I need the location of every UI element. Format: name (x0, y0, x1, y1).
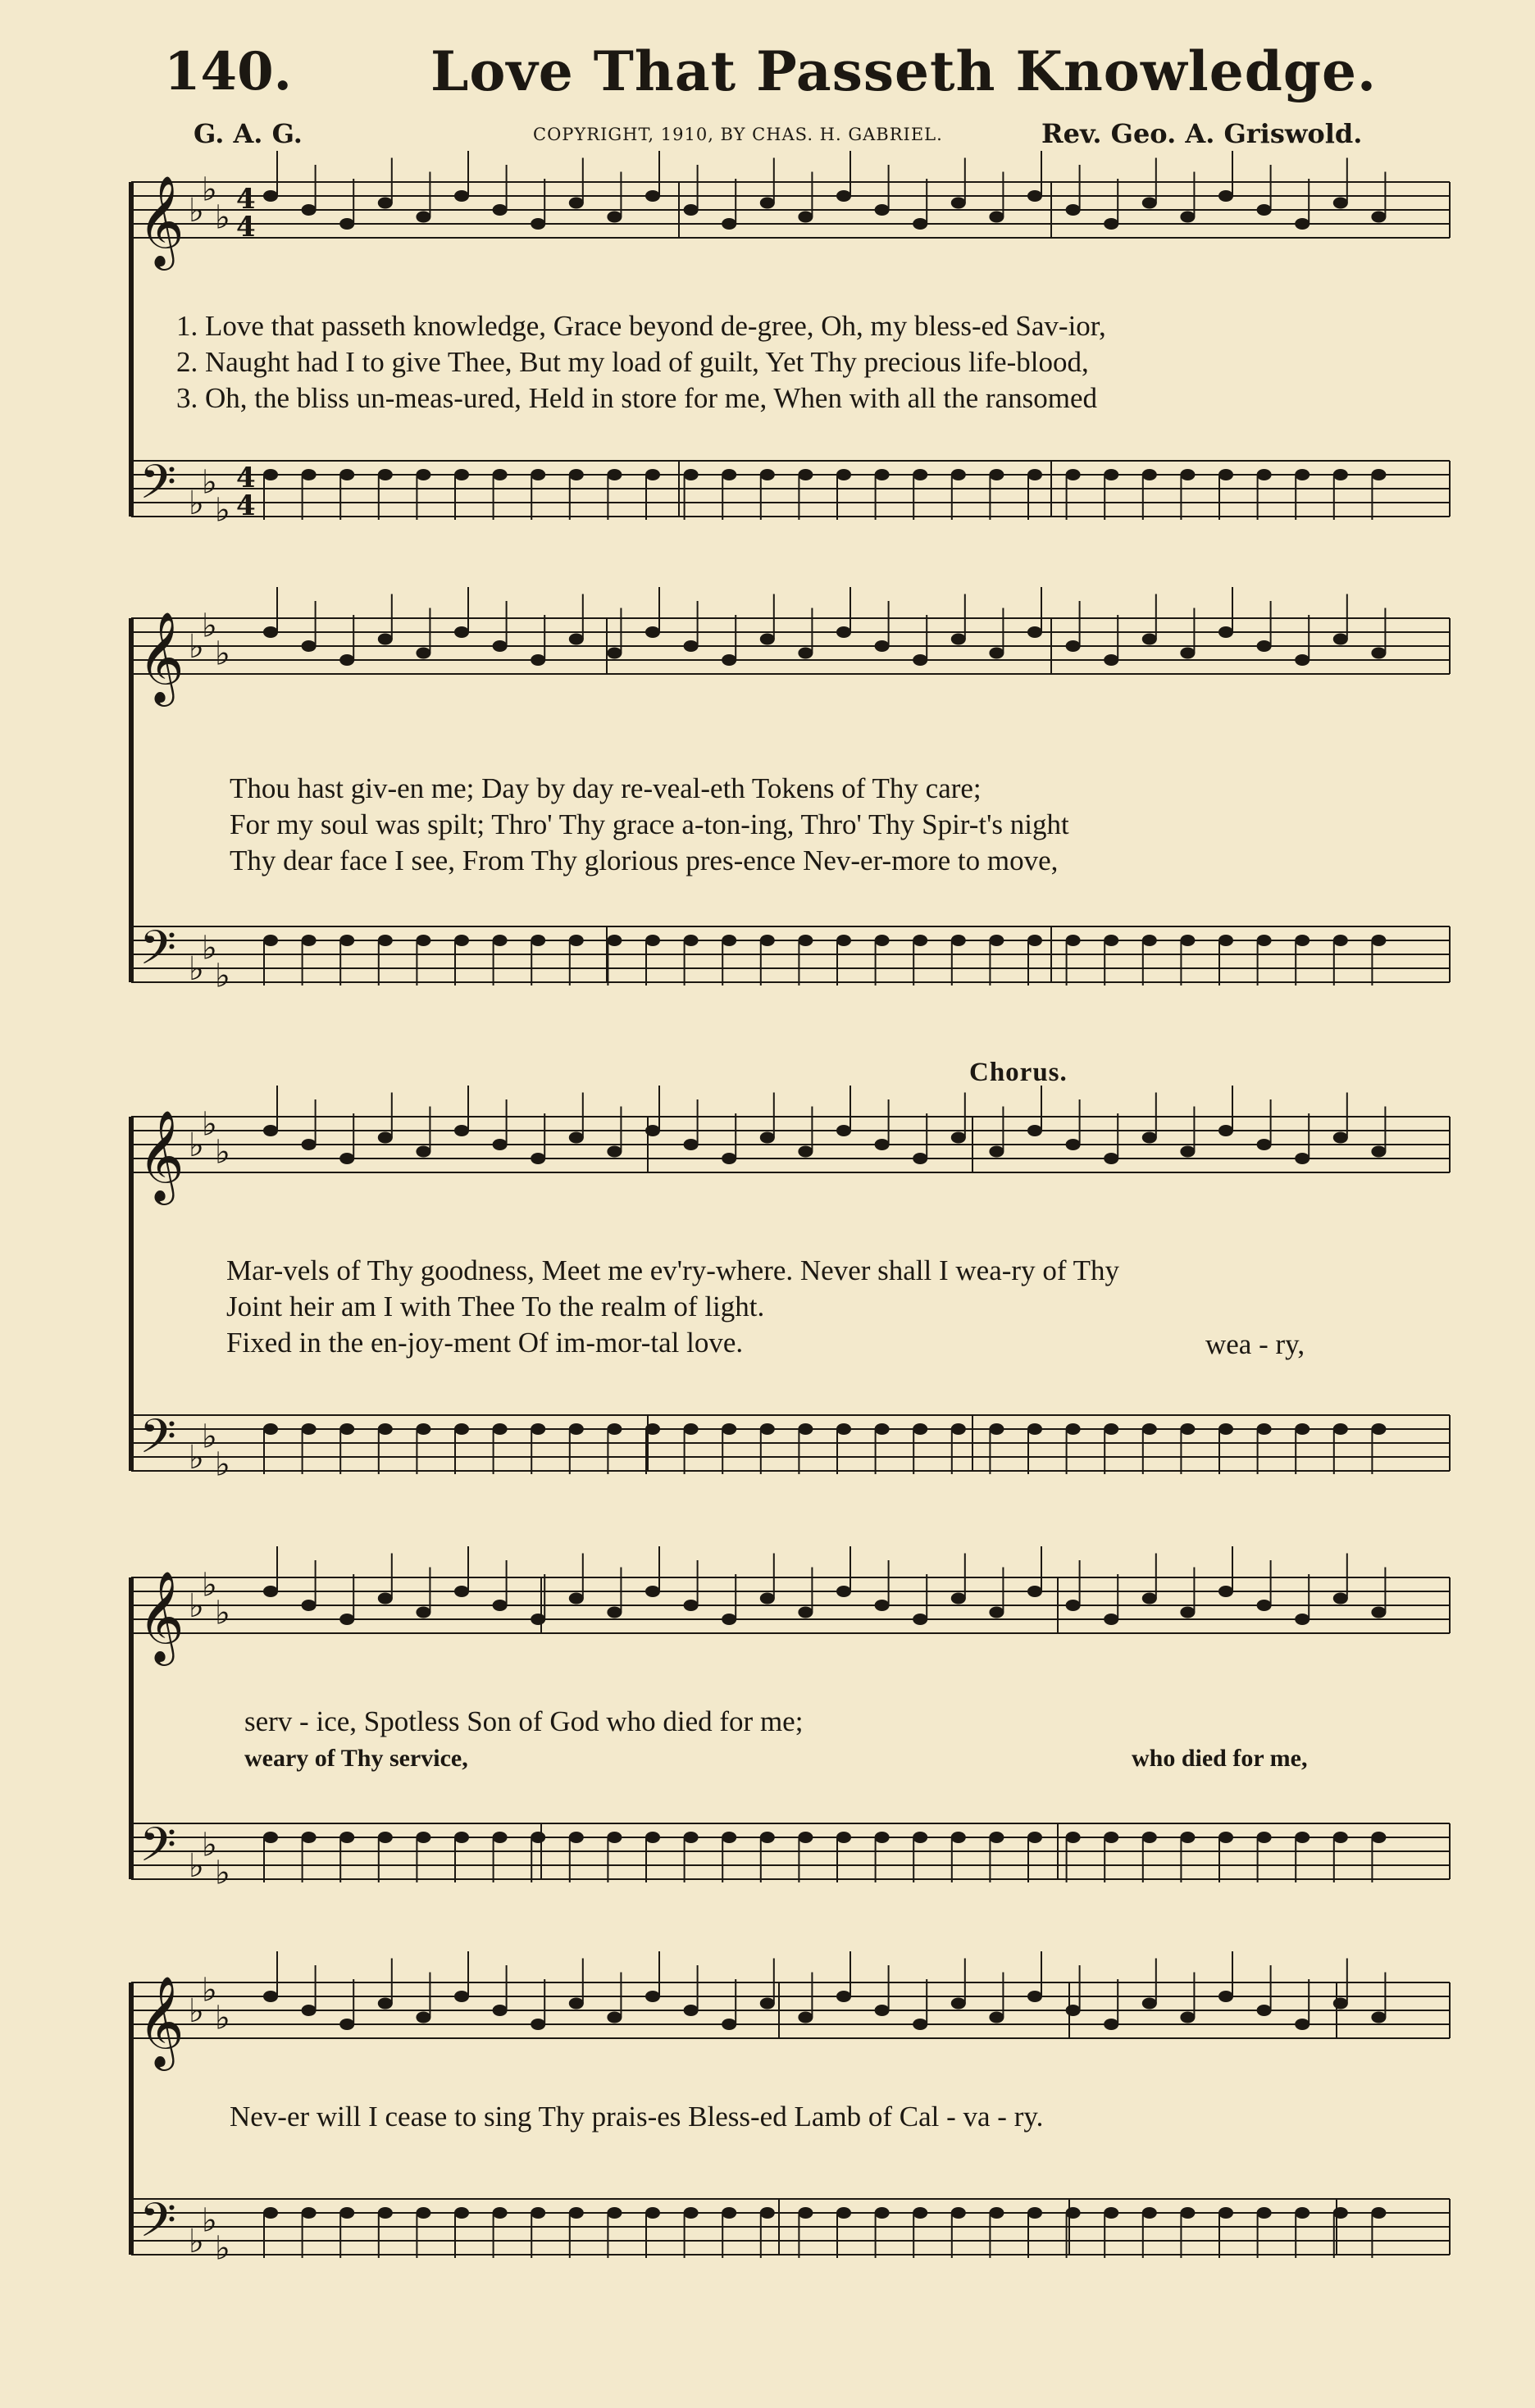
svg-text:♭: ♭ (202, 2201, 217, 2240)
svg-text:4: 4 (236, 183, 256, 216)
svg-text:𝄞: 𝄞 (138, 1570, 184, 1662)
hymn-number: 140. (164, 41, 292, 102)
svg-text:𝄢: 𝄢 (139, 920, 177, 987)
svg-text:♭: ♭ (215, 1999, 230, 2037)
verse2-line1: 2. Naught had I to give Thee, But my load of guilt, Yet Thy precious life-blood, (176, 346, 1089, 378)
copyright-notice: COPYRIGHT, 1910, BY CHAS. H. GABRIEL. (533, 125, 943, 144)
svg-text:𝄢: 𝄢 (139, 1817, 177, 1884)
svg-text:4: 4 (236, 211, 256, 244)
chorus-alto-left: weary of Thy service, (244, 1745, 468, 1772)
verse3-line1: 3. Oh, the bliss un-meas-ured, Held in store for me, When with all the ransomed (176, 382, 1097, 414)
svg-text:𝄞: 𝄞 (138, 1975, 184, 2067)
svg-text:♭: ♭ (215, 1854, 230, 1892)
verse2-line2: For my soul was spilt; Thro' Thy grace a-ton-ing, Thro' Thy Spir-t's night (230, 808, 1069, 840)
svg-text:𝄢: 𝄢 (139, 2192, 177, 2260)
svg-text:♭: ♭ (189, 485, 204, 522)
chorus-alto-weary: wea - ry, (1205, 1328, 1305, 1360)
verse3-line3: Fixed in the en-joy-ment Of im-mor-tal love. (226, 1327, 744, 1359)
svg-text:♭: ♭ (202, 929, 217, 967)
svg-text:♭: ♭ (202, 1826, 217, 1864)
svg-text:♭: ♭ (215, 198, 230, 237)
svg-text:♭: ♭ (215, 1133, 230, 1172)
svg-text:♭: ♭ (202, 1418, 217, 1456)
chorus-label: Chorus. (969, 1058, 1068, 1087)
svg-text:♭: ♭ (202, 463, 217, 502)
svg-text:♭: ♭ (215, 957, 230, 995)
svg-text:♭: ♭ (215, 491, 230, 530)
svg-text:♭: ♭ (189, 628, 204, 666)
svg-text:♭: ♭ (202, 1105, 217, 1144)
lyricist-name: Rev. Geo. A. Griswold. (1041, 118, 1363, 149)
svg-text:4: 4 (236, 489, 256, 522)
svg-text:♭: ♭ (189, 950, 204, 988)
verse1-line3: Mar-vels of Thy goodness, Meet me ev'ry-where. Never shall I wea-ry of Thy (226, 1254, 1119, 1286)
chorus-line3: Nev-er will I cease to sing Thy prais-es Bless-ed Lamb of Cal - va - ry. (230, 2101, 1044, 2133)
svg-text:♭: ♭ (189, 1439, 204, 1477)
svg-text:♭: ♭ (189, 1587, 204, 1625)
svg-text:♭: ♭ (202, 1566, 217, 1605)
svg-text:4: 4 (236, 462, 256, 494)
verse1-line2: Thou hast giv-en me; Day by day re-veal-eth Tokens of Thy care; (230, 772, 982, 804)
svg-text:♭: ♭ (215, 635, 230, 673)
chorus-line2: serv - ice, Spotless Son of God who died for me; (244, 1705, 804, 1737)
svg-text:♭: ♭ (189, 1847, 204, 1885)
composer-initials: G. A. G. (194, 118, 303, 149)
svg-text:♭: ♭ (189, 1127, 204, 1164)
svg-text:♭: ♭ (215, 2229, 230, 2268)
svg-text:𝄢: 𝄢 (139, 1409, 177, 1476)
svg-text:♭: ♭ (202, 1971, 217, 2010)
svg-text:𝄢: 𝄢 (139, 454, 177, 521)
svg-text:𝄞: 𝄞 (138, 611, 184, 703)
verse3-line2: Thy dear face I see, From Thy glorious pres-ence Nev-er-more to move, (230, 844, 1059, 876)
svg-text:♭: ♭ (215, 1445, 230, 1484)
svg-text:♭: ♭ (189, 192, 204, 230)
svg-text:♭: ♭ (202, 607, 217, 645)
svg-text:♭: ♭ (189, 2223, 204, 2260)
chorus-alto-right: who died for me, (1132, 1745, 1308, 1772)
svg-text:♭: ♭ (202, 171, 217, 209)
svg-text:♭: ♭ (215, 1594, 230, 1632)
svg-text:♭: ♭ (189, 1992, 204, 2030)
svg-text:𝄞: 𝄞 (138, 1109, 184, 1201)
verse1-line1: 1. Love that passeth knowledge, Grace beyond de-gree, Oh, my bless-ed Sav-ior, (176, 310, 1106, 342)
svg-text:𝄞: 𝄞 (138, 175, 184, 266)
hymn-title: Love That Passeth Knowledge. (430, 39, 1377, 103)
verse2-line3: Joint heir am I with Thee To the realm of light. (226, 1290, 765, 1322)
